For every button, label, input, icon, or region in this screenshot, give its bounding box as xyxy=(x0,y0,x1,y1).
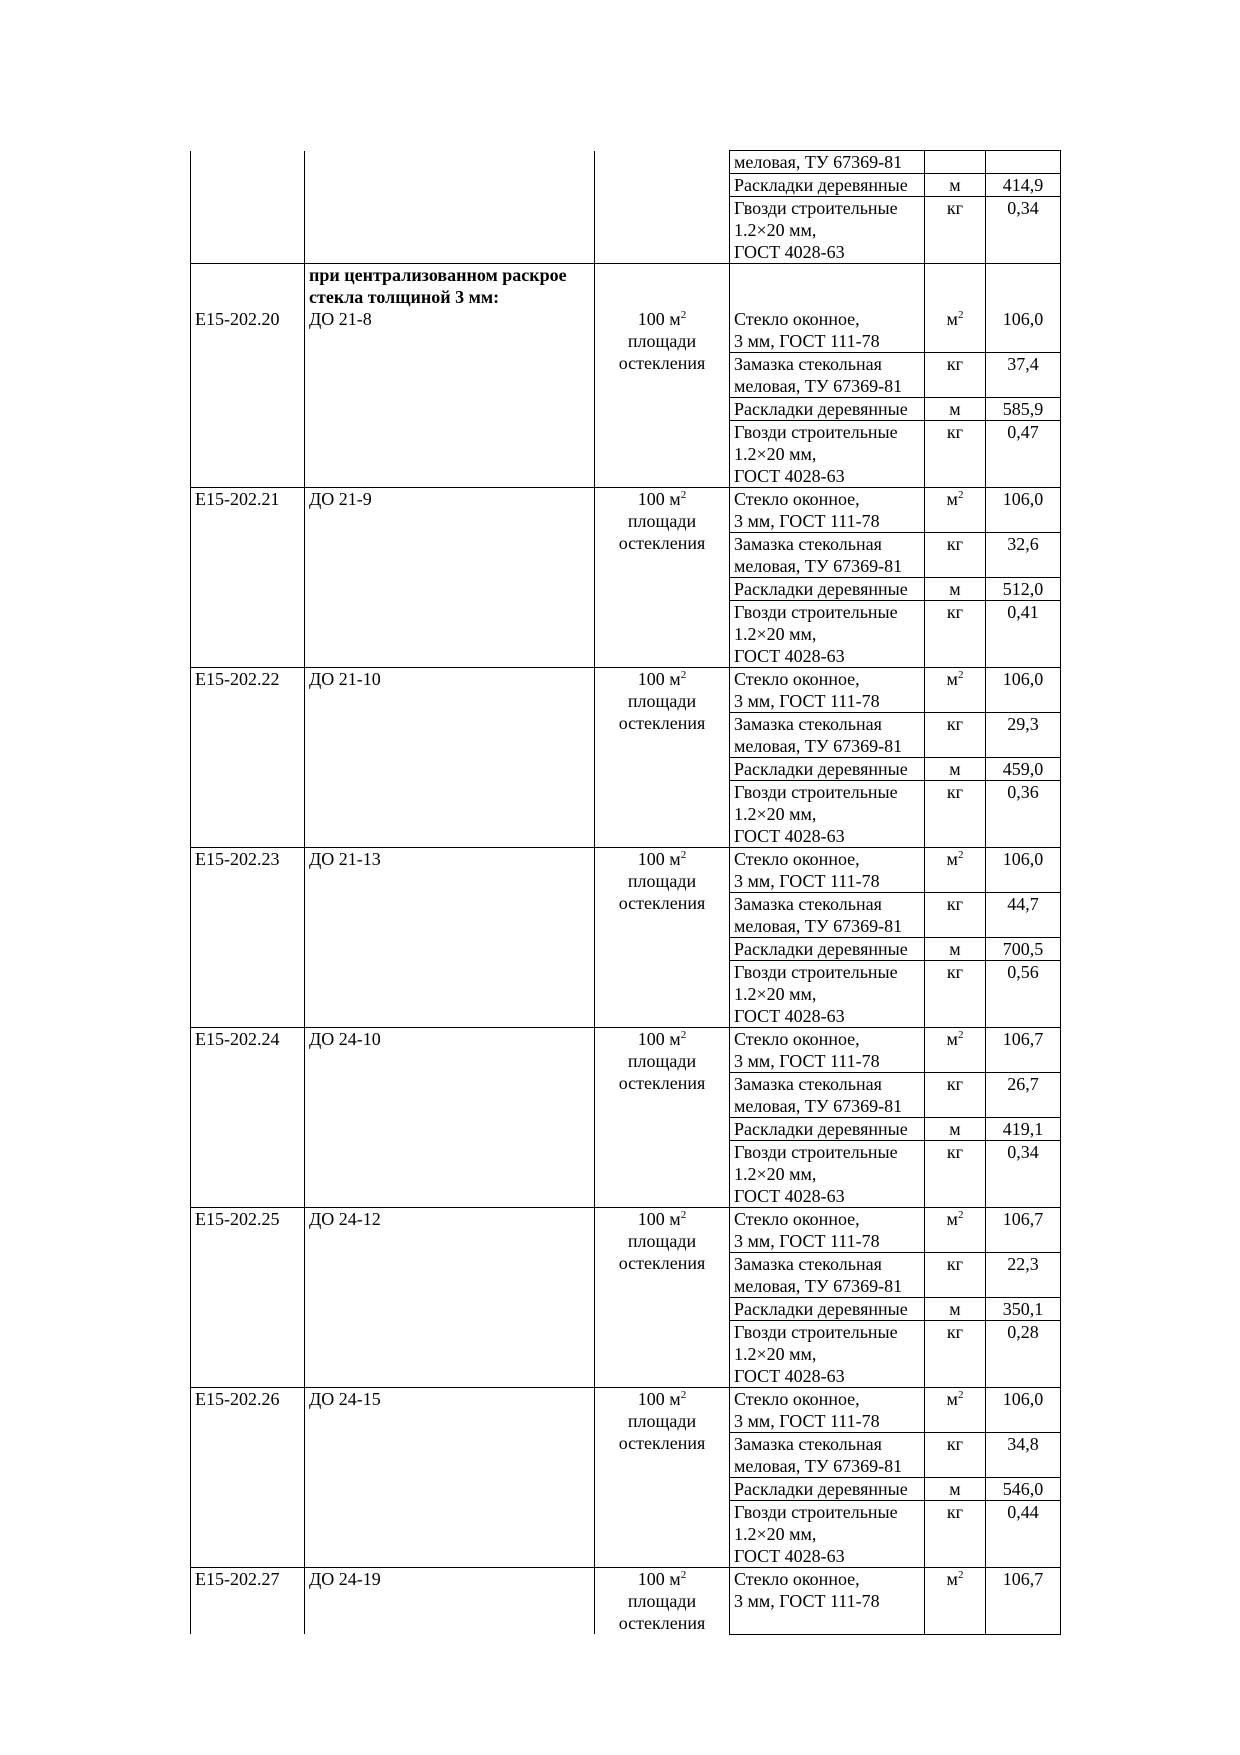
norm-unit-value: 100 м xyxy=(637,1209,681,1229)
measure-unit: м xyxy=(946,1569,958,1589)
measure-unit: м xyxy=(949,1119,961,1139)
material-name: Раскладки деревянные xyxy=(734,175,908,195)
norm-code: Е15-202.25 xyxy=(195,1209,280,1229)
material-cell xyxy=(730,1298,925,1321)
norm-unit-sup: 2 xyxy=(680,1389,687,1401)
material-cell xyxy=(730,601,925,668)
measure-unit-cell xyxy=(925,1028,986,1073)
material-cell xyxy=(730,533,925,578)
norm-unit-cell xyxy=(595,848,730,1028)
table-row xyxy=(191,1568,1061,1635)
norm-code: Е15-202.27 xyxy=(195,1569,280,1589)
code-cell xyxy=(191,1388,305,1568)
code-cell xyxy=(191,488,305,668)
norm-code: Е15-202.22 xyxy=(195,669,280,689)
material-cell xyxy=(730,1073,925,1118)
table-row xyxy=(191,488,1061,533)
norm-unit-value: 100 м xyxy=(637,1569,681,1589)
measure-unit: кг xyxy=(946,1074,964,1094)
quantity-value: 0,41 xyxy=(1007,602,1039,622)
material-cell xyxy=(730,578,925,601)
material-cell xyxy=(730,961,925,1028)
name-cell xyxy=(305,1208,595,1388)
measure-unit-cell xyxy=(925,938,986,961)
item-name: ДО 21-9 xyxy=(309,489,372,509)
material-cell xyxy=(730,488,925,533)
measure-unit-cell xyxy=(925,961,986,1028)
material-name: Стекло оконное, 3 мм, ГОСТ 111-78 xyxy=(734,1389,880,1431)
norm-unit-line2: площади xyxy=(627,1411,697,1431)
code-cell xyxy=(191,1568,305,1635)
material-name: Стекло оконное, 3 мм, ГОСТ 111-78 xyxy=(734,489,880,531)
measure-unit-cell xyxy=(925,1208,986,1253)
measure-unit-cell xyxy=(925,1388,986,1433)
measure-unit-cell xyxy=(925,1298,986,1321)
item-name: ДО 21-10 xyxy=(309,669,381,689)
quantity-value: 106,7 xyxy=(1002,1569,1044,1589)
quantity-value: 0,56 xyxy=(1007,962,1039,982)
quantity-cell xyxy=(986,781,1061,848)
norm-unit-sup: 2 xyxy=(680,489,687,501)
table-row xyxy=(191,1208,1061,1253)
material-name: Гвозди строительные 1.2×20 мм, ГОСТ 4028-63 xyxy=(734,1142,898,1206)
quantity-value: 459,0 xyxy=(1002,759,1044,779)
material-cell xyxy=(730,1118,925,1141)
quantity-cell xyxy=(986,1501,1061,1568)
material-name: Раскладки деревянные xyxy=(734,1299,908,1319)
measure-unit-cell xyxy=(925,197,986,264)
norm-code: Е15-202.20 xyxy=(195,309,280,329)
material-cell xyxy=(730,1501,925,1568)
measure-unit-cell xyxy=(925,1501,986,1568)
norm-unit-value: 100 м xyxy=(637,489,681,509)
material-name: Гвозди строительные 1.2×20 мм, ГОСТ 4028-63 xyxy=(734,198,898,262)
quantity-value: 414,9 xyxy=(1002,175,1044,195)
norm-unit-line3: остекления xyxy=(618,893,706,913)
measure-unit-sup: 2 xyxy=(957,1029,964,1041)
material-name: Раскладки деревянные xyxy=(734,939,908,959)
quantity-value: 37,4 xyxy=(1007,354,1039,374)
measure-unit-cell xyxy=(925,1433,986,1478)
quantity-value: 22,3 xyxy=(1007,1254,1039,1274)
material-name: Раскладки деревянные xyxy=(734,1479,908,1499)
norm-unit-line2: площади xyxy=(627,511,697,531)
quantity-cell xyxy=(986,713,1061,758)
norm-unit-line2: площади xyxy=(627,1051,697,1071)
measure-unit-cell xyxy=(925,1073,986,1118)
quantity-cell xyxy=(986,1073,1061,1118)
material-name: меловая, ТУ 67369-81 xyxy=(734,152,903,172)
norm-unit-line2: площади xyxy=(627,871,697,891)
material-cell xyxy=(730,1433,925,1478)
material-name: Гвозди строительные 1.2×20 мм, ГОСТ 4028-63 xyxy=(734,782,898,846)
quantity-value: 0,28 xyxy=(1007,1322,1039,1342)
norm-unit-line3: остекления xyxy=(618,1613,706,1633)
material-cell xyxy=(730,781,925,848)
norm-unit-sup: 2 xyxy=(680,1029,687,1041)
quantity-cell xyxy=(986,578,1061,601)
quantity-cell xyxy=(986,601,1061,668)
quantity-value: 512,0 xyxy=(1002,579,1044,599)
quantity-cell xyxy=(986,353,1061,398)
item-name: ДО 21-8 xyxy=(309,309,372,329)
norm-unit-value: 100 м xyxy=(637,309,681,329)
name-cell xyxy=(305,151,595,264)
measure-unit: м xyxy=(946,1209,958,1229)
norm-unit-line3: остекления xyxy=(618,1433,706,1453)
norm-unit-sup: 2 xyxy=(680,309,687,321)
quantity-value: 29,3 xyxy=(1007,714,1039,734)
measure-unit: кг xyxy=(946,894,964,914)
measure-unit-cell xyxy=(925,1478,986,1501)
norm-unit-value: 100 м xyxy=(637,669,681,689)
norm-code: Е15-202.23 xyxy=(195,849,280,869)
item-name: ДО 24-19 xyxy=(309,1569,381,1589)
code-cell xyxy=(191,264,305,488)
norm-code: Е15-202.21 xyxy=(195,489,280,509)
item-name: ДО 24-15 xyxy=(309,1389,381,1409)
material-name: Гвозди строительные 1.2×20 мм, ГОСТ 4028-63 xyxy=(734,602,898,666)
quantity-value: 32,6 xyxy=(1007,534,1039,554)
name-cell xyxy=(305,1388,595,1568)
measure-unit: м xyxy=(946,1389,958,1409)
norm-unit-value: 100 м xyxy=(637,849,681,869)
quantity-value: 419,1 xyxy=(1002,1119,1044,1139)
quantity-cell xyxy=(986,1433,1061,1478)
quantity-cell xyxy=(986,151,1061,174)
material-name: Раскладки деревянные xyxy=(734,579,908,599)
norm-unit-line2: площади xyxy=(627,1591,697,1611)
material-name: Гвозди строительные 1.2×20 мм, ГОСТ 4028-63 xyxy=(734,1322,898,1386)
measure-unit: м xyxy=(949,579,961,599)
norm-unit-line2: площади xyxy=(627,1231,697,1251)
measure-unit-cell xyxy=(925,1321,986,1388)
quantity-cell xyxy=(986,758,1061,781)
quantity-cell xyxy=(986,1298,1061,1321)
quantity-cell xyxy=(986,961,1061,1028)
measure-unit-cell xyxy=(925,601,986,668)
material-cell xyxy=(730,1478,925,1501)
material-name: Стекло оконное, 3 мм, ГОСТ 111-78 xyxy=(734,1569,880,1611)
measure-unit: кг xyxy=(946,602,964,622)
table-row xyxy=(191,668,1061,713)
material-cell xyxy=(730,1141,925,1208)
material-cell xyxy=(730,1321,925,1388)
quantity-value: 106,0 xyxy=(1002,849,1044,869)
measure-unit-cell xyxy=(925,151,986,174)
measure-unit: м xyxy=(949,399,961,419)
quantity-cell xyxy=(986,1321,1061,1388)
name-cell xyxy=(305,264,595,488)
measure-unit: м xyxy=(946,849,958,869)
material-cell xyxy=(730,398,925,421)
norm-unit-line3: остекления xyxy=(618,1253,706,1273)
norm-unit-sup: 2 xyxy=(680,669,687,681)
item-name: ДО 24-10 xyxy=(309,1029,381,1049)
measure-unit: м xyxy=(946,1029,958,1049)
name-cell xyxy=(305,848,595,1028)
quantity-cell xyxy=(986,668,1061,713)
measure-unit-cell xyxy=(925,893,986,938)
item-name: ДО 21-13 xyxy=(309,849,381,869)
measure-unit-sup: 2 xyxy=(957,309,964,321)
norm-unit-cell xyxy=(595,1568,730,1635)
norm-unit-sup: 2 xyxy=(680,1569,687,1581)
material-cell xyxy=(730,1028,925,1073)
measure-unit: м xyxy=(946,669,958,689)
name-cell xyxy=(305,1028,595,1208)
material-cell xyxy=(730,197,925,264)
measure-unit-cell xyxy=(925,264,986,353)
measure-unit-cell xyxy=(925,1568,986,1635)
measure-unit-sup: 2 xyxy=(957,489,964,501)
material-name: Замазка стекольная меловая, ТУ 67369-81 xyxy=(734,714,903,756)
measure-unit: кг xyxy=(946,714,964,734)
measure-unit-cell xyxy=(925,1118,986,1141)
material-cell xyxy=(730,938,925,961)
material-name: Раскладки деревянные xyxy=(734,1119,908,1139)
material-cell xyxy=(730,151,925,174)
quantity-value: 700,5 xyxy=(1002,939,1044,959)
quantity-value: 0,34 xyxy=(1007,198,1039,218)
measure-unit: кг xyxy=(946,962,964,982)
material-name: Замазка стекольная меловая, ТУ 67369-81 xyxy=(734,1434,903,1476)
measure-unit: кг xyxy=(946,782,964,802)
material-cell xyxy=(730,848,925,893)
material-name: Стекло оконное, 3 мм, ГОСТ 111-78 xyxy=(734,669,880,711)
quantity-cell xyxy=(986,421,1061,488)
quantity-value: 0,36 xyxy=(1007,782,1039,802)
quantity-value: 106,7 xyxy=(1002,1029,1044,1049)
quantity-value: 585,9 xyxy=(1002,399,1044,419)
measure-unit-cell xyxy=(925,488,986,533)
quantity-value: 34,8 xyxy=(1007,1434,1039,1454)
measure-unit: кг xyxy=(946,534,964,554)
norm-unit-sup: 2 xyxy=(680,1209,687,1221)
measure-unit-cell xyxy=(925,1253,986,1298)
measure-unit-cell xyxy=(925,353,986,398)
measure-unit: кг xyxy=(946,1142,964,1162)
norm-unit-line3: остекления xyxy=(618,353,706,373)
quantity-cell xyxy=(986,1028,1061,1073)
measure-unit-cell xyxy=(925,848,986,893)
measure-unit-cell xyxy=(925,758,986,781)
measure-unit-sup: 2 xyxy=(957,849,964,861)
table-row xyxy=(191,151,1061,174)
material-name: Стекло оконное, 3 мм, ГОСТ 111-78 xyxy=(734,1209,880,1251)
measure-unit-cell xyxy=(925,533,986,578)
quantity-cell xyxy=(986,938,1061,961)
material-cell xyxy=(730,1388,925,1433)
quantity-cell xyxy=(986,1253,1061,1298)
measure-unit-cell xyxy=(925,1141,986,1208)
material-cell xyxy=(730,264,925,353)
norm-unit-cell xyxy=(595,1028,730,1208)
quantity-cell xyxy=(986,488,1061,533)
material-name: Гвозди строительные 1.2×20 мм, ГОСТ 4028-63 xyxy=(734,962,898,1026)
norm-code: Е15-202.26 xyxy=(195,1389,280,1409)
name-cell xyxy=(305,668,595,848)
quantity-value: 106,0 xyxy=(1002,1389,1044,1409)
measure-unit: м xyxy=(949,759,961,779)
material-name: Стекло оконное, 3 мм, ГОСТ 111-78 xyxy=(734,309,880,351)
norm-unit-cell xyxy=(595,1208,730,1388)
quantity-cell xyxy=(986,1568,1061,1635)
measure-unit-sup: 2 xyxy=(957,1389,964,1401)
quantity-value: 350,1 xyxy=(1002,1299,1044,1319)
quantity-cell xyxy=(986,197,1061,264)
material-name: Гвозди строительные 1.2×20 мм, ГОСТ 4028-63 xyxy=(734,1502,898,1566)
name-cell xyxy=(305,1568,595,1635)
norm-unit-line3: остекления xyxy=(618,1073,706,1093)
material-name: Замазка стекольная меловая, ТУ 67369-81 xyxy=(734,354,903,396)
material-cell xyxy=(730,353,925,398)
material-name: Замазка стекольная меловая, ТУ 67369-81 xyxy=(734,534,903,576)
table-row xyxy=(191,848,1061,893)
measure-unit-cell xyxy=(925,578,986,601)
table-row xyxy=(191,1028,1061,1073)
measure-unit-cell xyxy=(925,668,986,713)
measure-unit: м xyxy=(949,175,961,195)
measure-unit: кг xyxy=(946,198,964,218)
measure-unit: м xyxy=(949,939,961,959)
code-cell xyxy=(191,1208,305,1388)
material-name: Гвозди строительные 1.2×20 мм, ГОСТ 4028-63 xyxy=(734,422,898,486)
quantity-cell xyxy=(986,1141,1061,1208)
code-cell xyxy=(191,1028,305,1208)
quantity-value: 546,0 xyxy=(1002,1479,1044,1499)
norms-table xyxy=(190,150,1061,1635)
code-cell xyxy=(191,151,305,264)
material-name: Замазка стекольная меловая, ТУ 67369-81 xyxy=(734,1254,903,1296)
quantity-value: 106,7 xyxy=(1002,1209,1044,1229)
measure-unit-cell xyxy=(925,398,986,421)
measure-unit-sup: 2 xyxy=(957,669,964,681)
quantity-cell xyxy=(986,174,1061,197)
measure-unit: кг xyxy=(946,1434,964,1454)
quantity-cell xyxy=(986,848,1061,893)
measure-unit-cell xyxy=(925,174,986,197)
quantity-cell xyxy=(986,398,1061,421)
norm-unit-cell xyxy=(595,668,730,848)
measure-unit: кг xyxy=(946,422,964,442)
norm-unit-value: 100 м xyxy=(637,1389,681,1409)
norm-unit-sup: 2 xyxy=(680,849,687,861)
code-cell xyxy=(191,848,305,1028)
quantity-cell xyxy=(986,264,1061,353)
quantity-value: 106,0 xyxy=(1002,489,1044,509)
measure-unit-sup: 2 xyxy=(957,1569,964,1581)
section-heading: при централизованном раскрое стекла толщиной 3 мм: xyxy=(309,265,567,307)
quantity-value: 0,47 xyxy=(1007,422,1039,442)
measure-unit-cell xyxy=(925,421,986,488)
quantity-value: 26,7 xyxy=(1007,1074,1039,1094)
measure-unit-sup: 2 xyxy=(957,1209,964,1221)
norm-unit-line2: площади xyxy=(627,691,697,711)
material-cell xyxy=(730,1208,925,1253)
measure-unit: м xyxy=(949,1299,961,1319)
material-name: Стекло оконное, 3 мм, ГОСТ 111-78 xyxy=(734,849,880,891)
quantity-cell xyxy=(986,1208,1061,1253)
norm-unit-line2: площади xyxy=(627,331,697,351)
material-name: Стекло оконное, 3 мм, ГОСТ 111-78 xyxy=(734,1029,880,1071)
material-name: Раскладки деревянные xyxy=(734,759,908,779)
quantity-cell xyxy=(986,893,1061,938)
measure-unit-cell xyxy=(925,713,986,758)
quantity-value: 106,0 xyxy=(1002,669,1044,689)
norm-unit-cell xyxy=(595,264,730,488)
quantity-cell xyxy=(986,533,1061,578)
material-cell xyxy=(730,1568,925,1635)
material-name: Замазка стекольная меловая, ТУ 67369-81 xyxy=(734,1074,903,1116)
material-cell xyxy=(730,668,925,713)
norms-table-body xyxy=(191,151,1061,1635)
material-cell xyxy=(730,1253,925,1298)
material-cell xyxy=(730,758,925,781)
norm-unit-cell xyxy=(595,488,730,668)
material-cell xyxy=(730,893,925,938)
material-cell xyxy=(730,713,925,758)
norm-code: Е15-202.24 xyxy=(195,1029,280,1049)
measure-unit: м xyxy=(949,1479,961,1499)
table-row xyxy=(191,1388,1061,1433)
quantity-value: 44,7 xyxy=(1007,894,1039,914)
measure-unit: кг xyxy=(946,1254,964,1274)
quantity-value: 0,44 xyxy=(1007,1502,1039,1522)
quantity-cell xyxy=(986,1478,1061,1501)
measure-unit: кг xyxy=(946,1502,964,1522)
norm-unit-line3: остекления xyxy=(618,533,706,553)
quantity-value: 0,34 xyxy=(1007,1142,1039,1162)
measure-unit: м xyxy=(946,309,958,329)
quantity-value: 106,0 xyxy=(1002,309,1044,329)
measure-unit: кг xyxy=(946,354,964,374)
table-row xyxy=(191,264,1061,353)
norm-unit-value: 100 м xyxy=(637,1029,681,1049)
material-cell xyxy=(730,174,925,197)
norm-unit-line3: остекления xyxy=(618,713,706,733)
name-cell xyxy=(305,488,595,668)
material-name: Раскладки деревянные xyxy=(734,399,908,419)
norm-unit-cell xyxy=(595,1388,730,1568)
material-cell xyxy=(730,421,925,488)
quantity-cell xyxy=(986,1388,1061,1433)
norm-unit-cell xyxy=(595,151,730,264)
material-name: Замазка стекольная меловая, ТУ 67369-81 xyxy=(734,894,903,936)
measure-unit: кг xyxy=(946,1322,964,1342)
quantity-cell xyxy=(986,1118,1061,1141)
item-name: ДО 24-12 xyxy=(309,1209,381,1229)
code-cell xyxy=(191,668,305,848)
measure-unit: м xyxy=(946,489,958,509)
measure-unit-cell xyxy=(925,781,986,848)
